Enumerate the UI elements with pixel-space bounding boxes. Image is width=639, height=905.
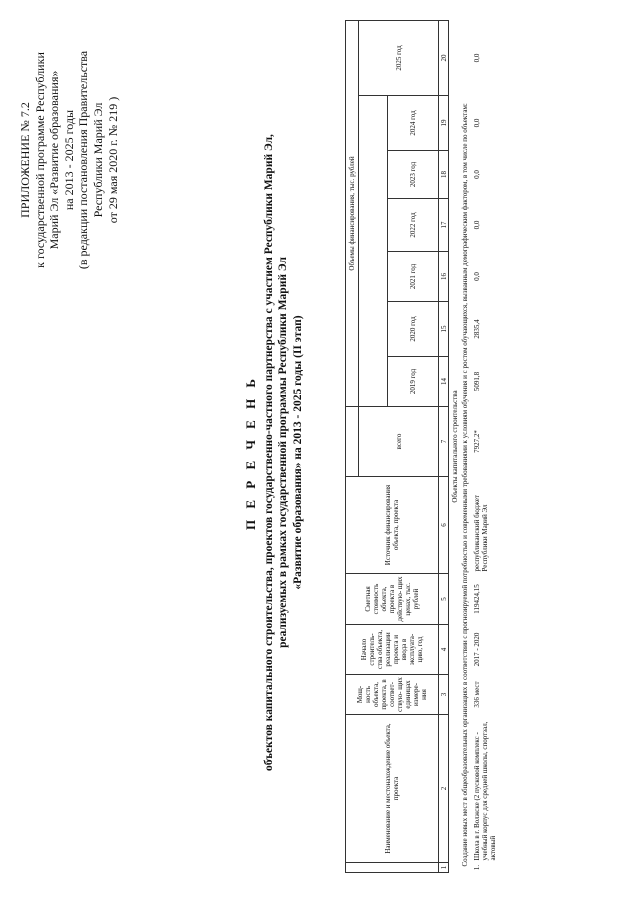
document-title	[262, 40, 305, 865]
header-year: 2024 год	[388, 96, 439, 151]
header-total: всего	[359, 407, 439, 477]
header-year: 2021 год	[388, 252, 439, 302]
header-blank	[346, 407, 359, 477]
column-number: 18	[439, 151, 449, 199]
funding-2025: 0,0	[473, 53, 482, 63]
funding-total: 7927,2*	[473, 430, 482, 453]
column-number: 5	[439, 574, 449, 625]
section-row	[449, 20, 461, 872]
header-blank	[359, 96, 388, 407]
title-line: «Развитие образования» на 2013 - 2025 годы (II этап)	[291, 315, 304, 590]
appendix-line: Марий Эл «Развитие образования»	[47, 70, 62, 250]
document-heading: П Е Р Е Ч Е Н Ь	[243, 374, 258, 531]
title-line: реализуемых в рамках государственной программы Республики Марий Эл	[277, 257, 290, 648]
row-number: 1.	[473, 864, 482, 871]
section-title: Объекты капитального строительства	[450, 390, 459, 503]
appendix-line: от 29 мая 2020 г. № 219 )	[105, 96, 120, 224]
appendix-line: Республики Марий Эл	[90, 102, 105, 218]
header-source: Источник финансирования объекта, проекта	[346, 477, 439, 574]
column-number: 1	[439, 863, 449, 873]
header-year: 2025 год	[359, 20, 439, 95]
funding-2023: 0,0	[473, 170, 482, 179]
objects-table	[345, 20, 498, 873]
section-note: Создание новых мест в общеобразовательных организациях в соответствии с прогнозируемой потребностью и современными требованиями к условиям обучения и с ростом обучающихся, вызванным демографическим фактором, в том числе по объектам:	[461, 103, 469, 867]
header-name: Наименование и местонахождение объекта, проекта	[346, 715, 439, 863]
funding-2022: 0,0	[473, 220, 482, 230]
header-start: Начало строитель- ства объекта, реализации проекта и ввода в эксплуата- цию, год	[346, 625, 439, 675]
column-number: 7	[439, 407, 449, 477]
object-name: Школа в г. Волжске (2 пусковой комплекс - учебный корпус для средней школы, спортзал, актовый	[473, 721, 498, 861]
column-number: 14	[439, 357, 449, 407]
funding-2024: 0,0	[473, 118, 482, 128]
object-cost: 119424,15	[473, 584, 482, 614]
header-year: 2019 год	[388, 357, 439, 407]
column-number: 4	[439, 625, 449, 675]
appendix-line: ПРИЛОЖЕНИЕ № 7.2	[18, 102, 32, 218]
appendix-block	[18, 20, 120, 300]
column-number: 16	[439, 252, 449, 302]
appendix-line: на 2013 - 2025 годы	[61, 109, 76, 211]
funding-2021: 0,0	[473, 272, 482, 281]
column-number: 17	[439, 199, 449, 252]
column-number: 20	[439, 20, 449, 95]
header-year: 2022 год	[388, 199, 439, 252]
header-num-col	[346, 863, 439, 873]
funding-2019: 5091,8	[473, 371, 482, 392]
header-cost: Сметная стоимость объекта, проекта в действую- щих ценах, тыс. рублей	[346, 574, 439, 625]
column-number: 15	[439, 302, 449, 357]
column-number: 19	[439, 96, 449, 151]
funding-2020: 2835,4	[473, 319, 482, 339]
object-capacity: 336 мест	[473, 681, 482, 708]
table-row	[470, 20, 498, 872]
header-year: 2023 год	[388, 151, 439, 199]
column-number: 2	[439, 715, 449, 863]
header-year: 2020 год	[388, 302, 439, 357]
funding-source: республиканский бюджет Республики Марий Эл	[473, 495, 490, 572]
column-numbers-row	[439, 20, 449, 872]
column-number: 3	[439, 675, 449, 715]
column-number: 6	[439, 477, 449, 574]
object-period: 2017 - 2020	[473, 632, 482, 667]
title-line: объектов капитального строительства, проектов государственно-частного партнерства с участием Республики Марий Эл,	[263, 134, 275, 771]
appendix-line: (в редакции постановления Правительства	[76, 50, 91, 270]
appendix-line: к государственной программе Республики	[32, 52, 47, 268]
header-capacity: Мощ- ность объекта, проекта, в соответ- ствую- щих единицах измере- ния	[346, 675, 439, 715]
header-funding-group: Объемы финансирования, тыс. рублей	[346, 20, 359, 406]
note-row	[460, 20, 470, 872]
